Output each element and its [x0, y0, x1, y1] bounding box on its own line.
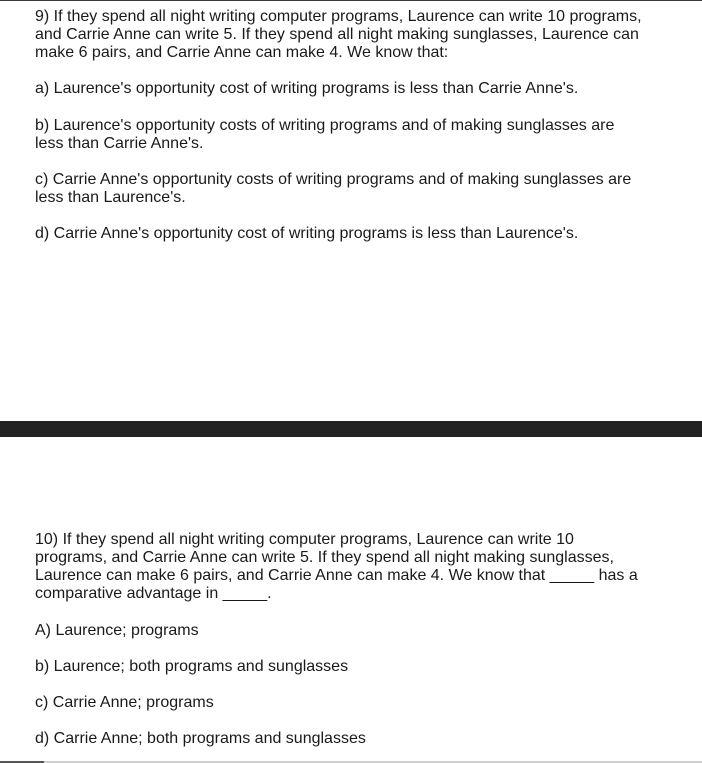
question-9-stem: 9) If they spend all night writing computer programs, Laurence can write 10 programs, and Carrie Anne can write 5. If they spend all night making sunglasses, Laurence can make 6 pairs, and Carrie Anne can make 4. We know that: — [35, 8, 642, 61]
question-10-option-a[interactable]: A) Laurence; programs — [35, 622, 199, 639]
question-9-option-d[interactable]: d) Carrie Anne's opportunity cost of writing programs is less than Laurence's. — [35, 225, 579, 242]
question-10-option-c[interactable]: c) Carrie Anne; programs — [35, 694, 214, 711]
page-question-9 — [0, 1, 702, 421]
question-9-option-c[interactable]: c) Carrie Anne's opportunity costs of writing programs and of making sunglasses are less than Laurence's. — [35, 171, 632, 206]
question-9-option-b[interactable]: b) Laurence's opportunity costs of writing programs and of making sunglasses are less than Carrie Anne's. — [35, 117, 615, 152]
question-10-stem: 10) If they spend all night writing computer programs, Laurence can write 10 programs, and Carrie Anne can write 5. If they spend all night making sunglasses, Laurence can make 6 pairs, and Carrie Anne can make 4. We know that _____ has a comparative advantage in _____. — [35, 531, 638, 602]
question-9-option-a[interactable]: a) Laurence's opportunity cost of writing programs is less than Carrie Anne's. — [35, 80, 579, 97]
page-break-divider — [0, 421, 702, 437]
page-question-10 — [0, 437, 702, 761]
question-10-option-d[interactable]: d) Carrie Anne; both programs and sunglasses — [35, 730, 366, 747]
question-10-option-b[interactable]: b) Laurence; both programs and sunglasses — [35, 658, 349, 675]
